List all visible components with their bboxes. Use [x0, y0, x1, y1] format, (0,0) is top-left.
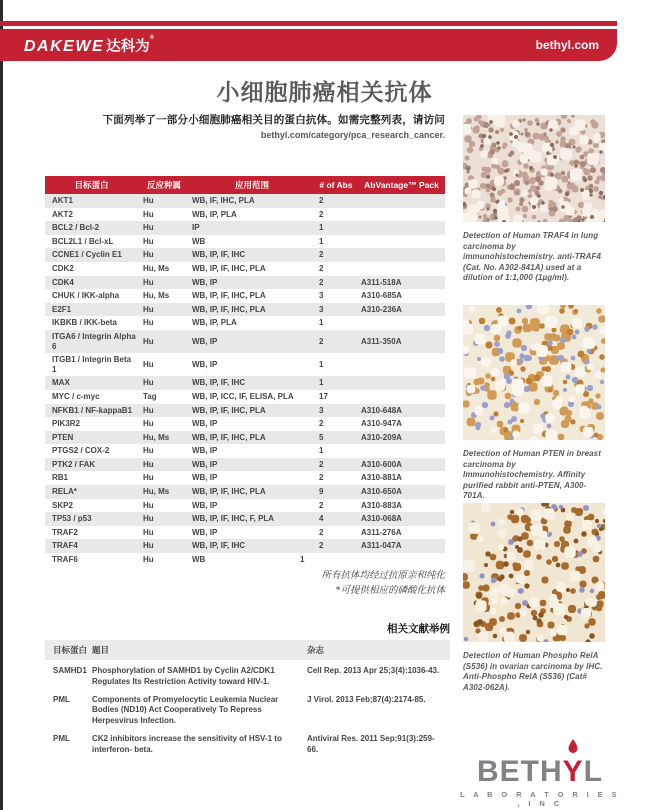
tissue-speckle-layer — [463, 503, 465, 505]
applications-cell: WB, IF, IHC, PLA — [190, 194, 314, 208]
applications-cell: WB, IP — [192, 500, 218, 510]
applications-cell: WB, IP, IF, IHC, PLA — [190, 485, 314, 499]
bethyl-logo — [455, 757, 625, 808]
col-header-abs-count: # of Abs — [314, 176, 358, 194]
abs-count-cell: 1 — [314, 376, 358, 390]
antibody-row — [45, 417, 445, 431]
header-site-url: bethyl.com — [535, 38, 599, 52]
protein-cell: IKBKB / IKK-beta — [52, 318, 117, 328]
applications-cell: WB — [192, 555, 206, 565]
abs-count-cell: 2 — [314, 458, 358, 472]
figure-pten — [463, 305, 605, 502]
protein-cell: TRAF2 — [52, 527, 78, 537]
species-cell: Hu — [143, 209, 154, 219]
antibody-row — [45, 444, 445, 458]
protein-cell: AKT1 — [45, 194, 138, 208]
antibody-row — [45, 303, 445, 317]
applications-cell: WB, IP, IF, IHC — [190, 376, 314, 390]
pack-cell — [358, 390, 445, 404]
antibody-row — [45, 289, 445, 303]
pack-cell — [358, 444, 445, 458]
applications-cell: WB, IP — [192, 446, 218, 456]
pack-cell: A310-685A — [361, 291, 402, 301]
species-cell: Hu — [138, 330, 190, 353]
ref-target-cell: PML — [53, 694, 70, 704]
pack-cell — [358, 262, 445, 276]
species-cell: Hu — [143, 473, 154, 483]
pack-cell: A310-209A — [358, 431, 445, 445]
references-heading: 相关文献举例 — [387, 623, 450, 635]
antibody-row — [45, 235, 445, 249]
pack-cell: A311-518A — [358, 276, 445, 290]
registered-mark: ® — [149, 34, 156, 41]
applications-cell: WB, IP — [192, 473, 218, 483]
pack-cell — [358, 248, 445, 262]
applications-cell: WB, IP, ICC, IF, ELISA, PLA — [192, 391, 294, 401]
antibody-row — [45, 262, 445, 276]
abs-count-cell: 2 — [319, 209, 324, 219]
references-table-body — [45, 660, 450, 757]
dakewe-logo-text: DAKEWE — [24, 37, 105, 55]
dakewe-logo-cn: 达科为 — [106, 38, 150, 55]
protein-cell: PTEN — [45, 431, 138, 445]
ref-target-cell: SAMHD1 — [53, 666, 87, 675]
protein-cell: AKT2 — [52, 209, 73, 219]
applications-cell: WB — [192, 236, 206, 246]
tissue-speckle-layer — [463, 305, 465, 307]
page-title: 小细胞肺癌相关抗体 — [216, 79, 433, 105]
protein-cell: PTK2 / FAK — [45, 458, 138, 472]
ref-title-cell: CK2 inhibitors increase the sensitivity of HSV-1 to interferon- beta. — [92, 733, 282, 754]
pack-cell — [358, 221, 445, 235]
applications-cell: WB, IP, IF, IHC, PLA — [190, 303, 314, 317]
species-cell: Hu — [143, 446, 154, 456]
abs-count-cell: 2 — [314, 248, 358, 262]
dakewe-logo — [24, 35, 156, 56]
abs-count-cell: 2 — [319, 527, 324, 537]
ref-col-title: 题目 — [92, 640, 307, 660]
applications-cell: WB, IP — [190, 458, 314, 472]
footnote-phospho: *可提供相应的磷酸化抗体 — [335, 585, 445, 596]
antibody-row — [45, 390, 445, 404]
antibody-row — [45, 512, 445, 526]
ref-col-journal: 杂志 — [307, 640, 450, 660]
applications-cell: WB, IP, IF, IHC, F, PLA — [190, 512, 314, 526]
abs-count-cell: 2 — [314, 194, 358, 208]
pack-cell: A311-350A — [358, 330, 445, 353]
protein-cell: MYC / c-myc — [52, 391, 100, 401]
protein-cell: CDK2 — [52, 263, 74, 273]
abs-count-cell: 1 — [319, 318, 324, 328]
species-cell: Hu — [143, 236, 154, 246]
species-cell: Hu, Ms — [138, 431, 190, 445]
abs-count-cell: 4 — [314, 512, 358, 526]
abs-count-cell: 3 — [314, 303, 358, 317]
tissue-speckle-layer — [463, 115, 465, 117]
applications-cell: WB, IP, PLA — [192, 209, 237, 219]
antibody-table — [45, 176, 445, 567]
species-cell: Hu — [143, 500, 154, 510]
antibody-row — [45, 276, 445, 290]
col-header-species: 反应种属 — [138, 176, 190, 194]
antibody-row — [45, 539, 445, 553]
pack-cell — [358, 208, 445, 222]
scan-edge-line — [0, 0, 3, 810]
antibody-row — [45, 221, 445, 235]
ref-journal-cell: Antiviral Res. 2011 Sep;91(3):259-66. — [307, 733, 435, 754]
abs-count-cell: 2 — [314, 276, 358, 290]
reference-row — [45, 689, 450, 728]
species-cell: Tag — [143, 391, 157, 401]
species-cell: Hu — [143, 419, 154, 429]
abs-count-cell: 1 — [319, 359, 324, 369]
pack-cell — [358, 235, 445, 249]
abs-count-cell: 3 — [314, 404, 358, 418]
abs-count-cell: 2 — [314, 539, 358, 553]
abs-count-cell: 17 — [319, 391, 328, 401]
ihc-image-rela-ovarian — [463, 503, 605, 642]
species-cell: Hu — [138, 539, 190, 553]
antibody-table-body — [45, 194, 445, 567]
pack-cell — [358, 376, 445, 390]
abs-count-cell: 2 — [319, 263, 324, 273]
figure-rela — [463, 503, 605, 693]
pack-cell — [358, 194, 445, 208]
reference-row — [45, 660, 450, 689]
protein-cell: E2F1 — [45, 303, 138, 317]
abs-count-cell: 3 — [319, 291, 324, 301]
bethyl-logo-subtext: L A B O R A T O R I E S , I N C — [460, 790, 620, 808]
species-cell: Hu — [138, 194, 190, 208]
protein-cell: MAX — [45, 376, 138, 390]
protein-cell: SKP2 — [52, 500, 73, 510]
applications-cell: WB, IP, IF, IHC, PLA — [190, 404, 314, 418]
bethyl-logo-word — [455, 757, 625, 787]
abs-count-cell: 1 — [314, 221, 358, 235]
intro-text: 下面列举了一部分小细胞肺癌相关目的蛋白抗体。如需完整列表，请访问 — [102, 114, 445, 126]
abs-count-cell: 5 — [314, 431, 358, 445]
protein-cell: BCL2 / Bcl-2 — [45, 221, 138, 235]
species-cell: Hu — [138, 276, 190, 290]
bethyl-letters-gray1: BETH — [476, 755, 563, 788]
applications-cell: WB, IP, IF, IHC — [190, 539, 314, 553]
intro-block — [45, 112, 445, 140]
figure-caption-pten: Detection of Human PTEN in breast carcinoma by Immunohistochemistry. Affinity purified rabbit anti-PTEN, A300-701A. — [463, 449, 601, 501]
species-cell: Hu — [138, 512, 190, 526]
antibody-row — [45, 458, 445, 472]
applications-cell: WB, IP, IF, IHC — [190, 248, 314, 262]
antibody-row — [45, 316, 445, 330]
pack-cell: A310-600A — [358, 458, 445, 472]
pack-cell: A310-068A — [358, 512, 445, 526]
bethyl-letters-gray2: L — [583, 755, 603, 788]
antibody-row — [45, 330, 445, 353]
species-cell: Hu — [138, 221, 190, 235]
ihc-image-pten-breast — [463, 305, 605, 440]
applications-cell: WB, IP — [190, 276, 314, 290]
col-header-target-protein: 目标蛋白 — [45, 176, 138, 194]
reference-row — [45, 728, 450, 757]
abs-count-cell: 2 — [319, 473, 324, 483]
species-cell: Hu, Ms — [143, 291, 170, 301]
pack-cell: A311-047A — [358, 539, 445, 553]
species-cell: Hu — [138, 248, 190, 262]
species-cell: Hu — [138, 376, 190, 390]
ref-target-cell: PML — [53, 733, 70, 743]
ihc-image-traf4-lung — [463, 115, 605, 222]
applications-cell: WB, IP, IF, IHC, PLA — [192, 263, 266, 273]
antibody-row — [45, 194, 445, 208]
col-header-applications: 应用范围 — [190, 176, 314, 194]
ref-journal-cell: Cell Rep. 2013 Apr 25;3(4):1036-43. — [307, 666, 440, 675]
antibody-row — [45, 248, 445, 262]
protein-cell: TP53 / p53 — [45, 512, 138, 526]
abs-count-cell: 1 — [300, 555, 305, 565]
species-cell: Hu — [143, 318, 154, 328]
pack-cell: A310-947A — [361, 419, 402, 429]
intro-url: bethyl.com/category/pca_research_cancer. — [260, 130, 445, 140]
pack-cell — [358, 553, 445, 567]
species-cell: Hu — [143, 555, 154, 565]
protein-cell: ITGB1 / Integrin Beta 1 — [52, 355, 132, 374]
abs-count-cell: 2 — [314, 330, 358, 353]
applications-cell: WB, IP — [192, 527, 218, 537]
antibody-row — [45, 471, 445, 485]
pack-cell: A311-276A — [361, 527, 402, 537]
ref-journal-cell: J Virol. 2013 Feb;87(4):2174-85. — [307, 694, 426, 704]
protein-cell: PIK3R2 — [52, 419, 81, 429]
antibody-row — [45, 353, 445, 376]
antibody-table-header-row — [45, 176, 445, 194]
figure-traf4 — [463, 115, 605, 284]
protein-cell: NFKB1 / NF-kappaB1 — [45, 404, 138, 418]
antibody-row — [45, 553, 445, 567]
abs-count-cell: 2 — [319, 500, 324, 510]
ref-title-cell: Phosphorylation of SAMHD1 by Cyclin A2/CDK1 Regulates Its Restriction Activity toward HIV-1. — [92, 666, 275, 686]
antibody-row — [45, 526, 445, 540]
references-table — [45, 640, 450, 757]
figure-caption-rela: Detection of Human Phospho RelA (S536) in ovarian carcinoma by IHC. Anti-Phospho RelA (S536) (Cat# A302-062A). — [463, 651, 603, 692]
species-cell: Hu — [143, 359, 154, 369]
abs-count-cell: 1 — [319, 446, 324, 456]
protein-cell: BCL2L1 / Bcl-xL — [52, 236, 114, 246]
applications-cell: WB, IP — [192, 359, 218, 369]
species-cell: Hu — [138, 458, 190, 472]
antibody-row — [45, 431, 445, 445]
antibody-row — [45, 404, 445, 418]
antibody-row — [45, 499, 445, 513]
footnote-purification: 所有抗体均经过抗原亲和纯化 — [321, 570, 445, 581]
bethyl-letter-y — [563, 755, 584, 788]
ref-title-cell: Components of Promyelocytic Leukemia Nuclear Bodies (ND10) Act Cooperatively To Repress Herpesvirus Infection. — [92, 694, 279, 726]
applications-cell: WB, IP, IF, IHC, PLA — [190, 431, 314, 445]
applications-cell: WB, IP — [190, 330, 314, 353]
pack-cell: A310-881A — [361, 473, 402, 483]
species-cell: Hu — [138, 404, 190, 418]
species-cell: Hu — [143, 527, 154, 537]
applications-cell: WB, IP — [192, 419, 218, 429]
ref-col-target: 目标蛋白 — [45, 640, 92, 660]
species-cell: Hu, Ms — [138, 485, 190, 499]
species-cell: Hu, Ms — [143, 263, 170, 273]
species-cell: Hu — [138, 303, 190, 317]
pack-cell — [358, 353, 445, 376]
protein-cell: CHUK / IKK-alpha — [52, 291, 120, 301]
applications-cell: IP — [190, 221, 314, 235]
pack-cell: A310-648A — [358, 404, 445, 418]
abs-count-cell: 9 — [314, 485, 358, 499]
bethyl-letter-y-text: Y — [562, 755, 584, 788]
antibody-row — [45, 485, 445, 499]
pack-cell: A310-883A — [361, 500, 402, 510]
pack-cell — [358, 316, 445, 330]
abs-count-cell: 2 — [319, 419, 324, 429]
col-header-abvantage-pack: AbVantage™ Pack — [358, 176, 445, 194]
pack-cell: A310-650A — [358, 485, 445, 499]
header-accent-bar — [0, 21, 617, 26]
applications-cell: WB, IP, IF, IHC, PLA — [192, 291, 266, 301]
figure-caption-traf4: Detection of Human TRAF4 in lung carcinoma by immunohistochemistry. anti-TRAF4 (Cat. No. A302-841A) used at a dilution of 1:1,000 (1µg/ml). — [463, 231, 602, 283]
protein-cell: RELA* — [45, 485, 138, 499]
protein-cell: CDK4 — [45, 276, 138, 290]
pack-cell: A310-236A — [358, 303, 445, 317]
antibody-row — [45, 376, 445, 390]
antibody-row — [45, 208, 445, 222]
protein-cell: CCNE1 / Cyclin E1 — [45, 248, 138, 262]
blood-drop-icon — [568, 739, 579, 754]
protein-cell: RB1 — [52, 473, 69, 483]
applications-cell: WB, IP, PLA — [192, 318, 237, 328]
protein-cell: PTGS2 / COX-2 — [52, 446, 110, 456]
references-header-row — [45, 640, 450, 660]
abs-count-cell: 1 — [319, 236, 324, 246]
header-bar — [0, 29, 617, 61]
protein-cell: TRAF6 — [52, 555, 78, 565]
protein-cell: TRAF4 — [45, 539, 138, 553]
protein-cell: ITGA6 / Integrin Alpha 6 — [45, 330, 138, 353]
